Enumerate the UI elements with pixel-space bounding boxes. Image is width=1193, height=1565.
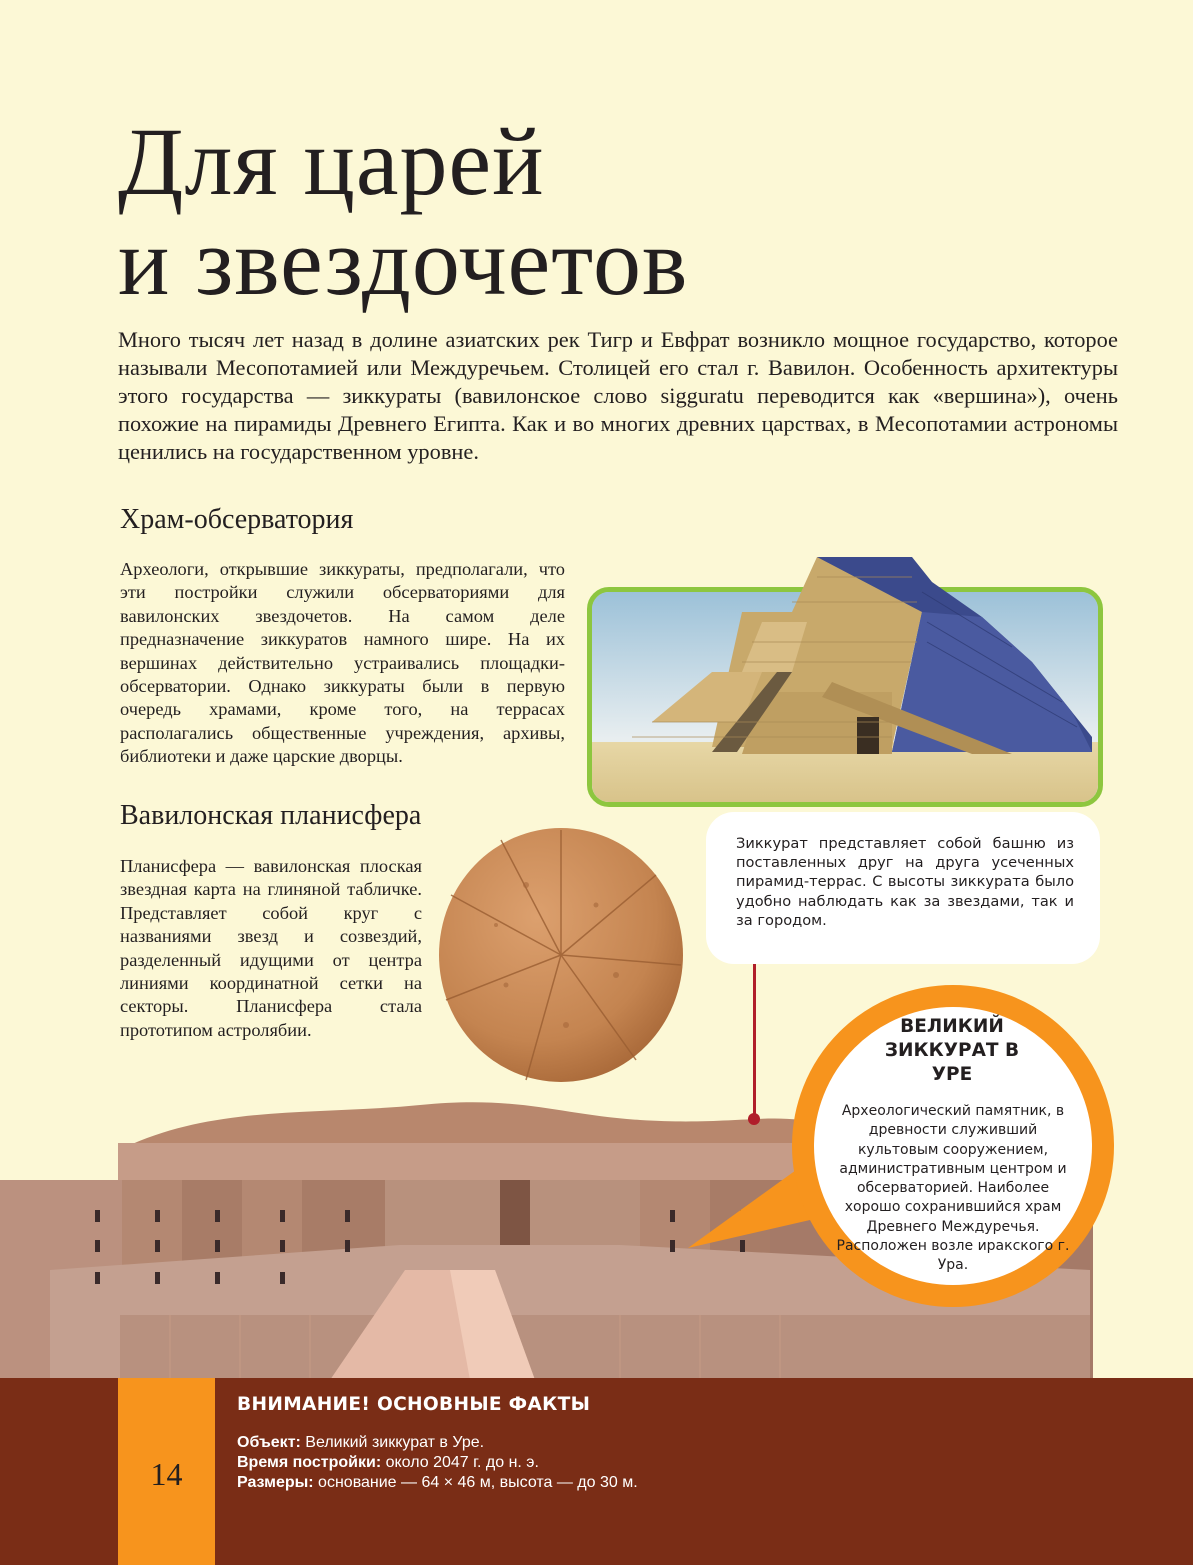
section-text-observatory: Археологи, открывшие зиккураты, предполагали, что эти постройки служили обсерваториями для вавилонских звездочетов. На самом деле предназначение зиккуратов намного шире. На их вершинах действительно устраивались площадки-обсерватории. Однако зиккураты были в первую очередь храмами, кроме того, на террасах располагались общественные учреждения, архивы, библиотеки и даже царские дворцы. xyxy=(120,559,565,767)
ziggurat-photo xyxy=(587,587,1103,807)
section-text-planisphere: Планисфера — вавилонская плоская звездная карта на глиняной табличке. Представляет собой круг с названиями звезд и созвездий, разделенный идущими от центра линиями координатной сетки на секторы. Планисфера стала прототипом астролябии. xyxy=(120,856,422,1040)
facts-title: ВНИМАНИЕ! ОСНОВНЫЕ ФАКТЫ xyxy=(237,1394,591,1415)
fact-value: основание — 64 × 46 м, высота — до 30 м. xyxy=(313,1474,638,1491)
planisphere-image xyxy=(436,825,686,1085)
page-title-line-1: Для царей xyxy=(118,108,545,215)
page-title-line-2: и звездочетов xyxy=(118,208,689,315)
fact-label: Размеры: xyxy=(237,1474,314,1491)
intro-paragraph: Много тысяч лет назад в долине азиатских рек Тигр и Евфрат возникло мощное государство, которое называли Месопотамией или Междуречьем. Столицей его стал г. Вавилон. Особенность архитектуры этого государства — зиккураты (вавилонское слово siggurаtu переводится как «вершина»), очень похожие на пирамиды Древнего Египта. Как и во многих древних царствах, в Месопотамии астрономы ценились на государственном уровне. xyxy=(118,327,1118,464)
callout-pointer-line xyxy=(753,964,756,1118)
section-title-planisphere: Вавилонская планисфера xyxy=(120,800,422,831)
section-title-observatory: Храм-обсерватория xyxy=(120,504,354,535)
page-number: 14 xyxy=(150,1456,183,1492)
fact-value: около 2047 г. до н. э. xyxy=(381,1454,539,1471)
bubble-text: Археологический памятник, в древности служивший культовым сооружением, административным центром и обсерваторией. Наиболее хорошо сохранившийся храм Древнего Междуречья. Расположен возле иракского г. Ура. xyxy=(836,1103,1070,1274)
fact-object xyxy=(237,1433,484,1453)
info-callout xyxy=(706,812,1100,964)
fact-build-time xyxy=(237,1453,539,1473)
callout-pointer-dot xyxy=(748,1113,760,1125)
fact-value: Великий зиккурат в Уре. xyxy=(300,1434,485,1451)
fact-dimensions xyxy=(237,1473,638,1493)
page-title xyxy=(118,108,818,315)
info-callout-text: Зиккурат представляет собой башню из поставленных друг на друга усеченных пирамид-террас. С высоты зиккурата было удобно наблюдать как за звездами, так и за городом. xyxy=(736,835,1074,929)
fact-label: Объект: xyxy=(237,1434,301,1451)
bubble-title: ВЕЛИКИЙ ЗИККУРАТ В УРЕ xyxy=(884,1016,1020,1085)
fact-label: Время постройки: xyxy=(237,1454,382,1471)
